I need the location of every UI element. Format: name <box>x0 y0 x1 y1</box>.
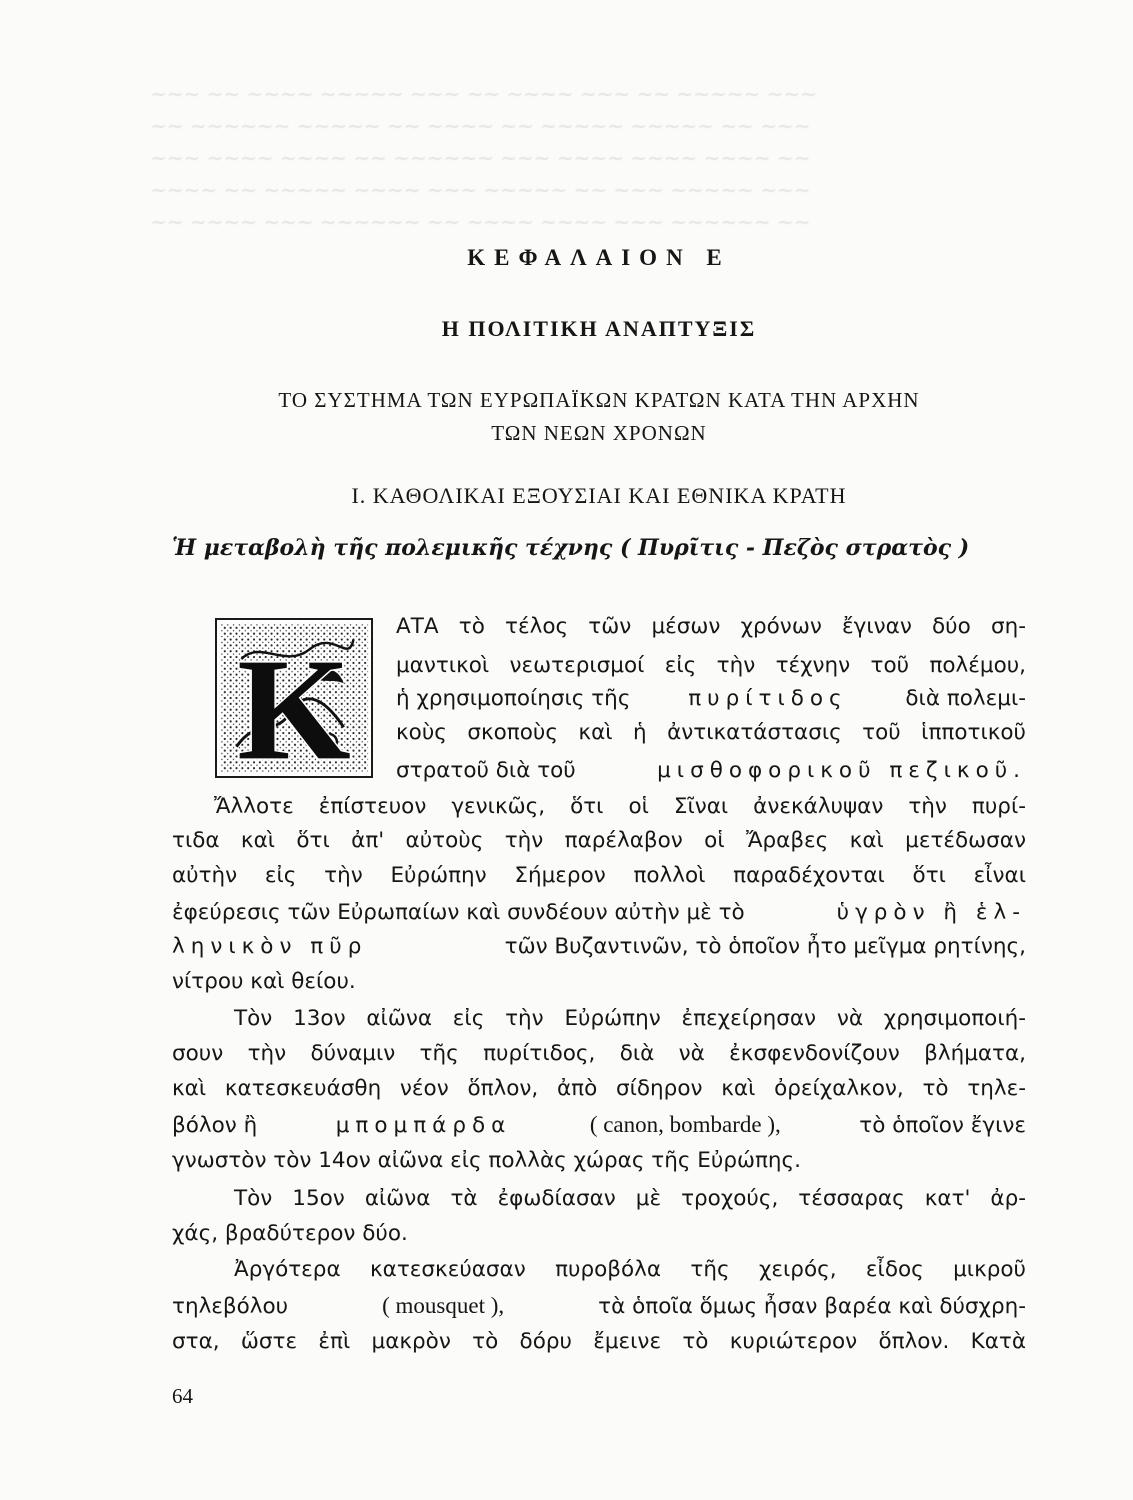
text-line: αὐτὴν εἰς τὴν Εὐρώπην Σήμερον πολλοὶ παραδέχονται ὅτι εἶναι <box>172 863 1026 888</box>
text-line <box>172 1110 1026 1141</box>
topic-heading: Ἡ μεταβολὴ τῆς πολεμικῆς τέχνης ( Πυρῖτις - Πεζὸς στρατὸς ) <box>172 535 970 561</box>
text-fragment: ἡ χρησιμοποίησις τῆς <box>396 686 631 711</box>
drop-cap-illustration <box>217 620 371 776</box>
text-line: γνωστὸν τὸν 14ον αἰῶνα εἰς πολλὰς χώρας τῆς Εὐρώπης. <box>172 1148 802 1173</box>
page-number: 64 <box>172 1384 193 1408</box>
latin-gloss: ( canon, bombarde ), <box>589 1112 781 1137</box>
drop-cap-letter: Κ <box>237 628 351 776</box>
text-line: χάς, βραδύτερον δύο. <box>172 1221 408 1246</box>
chapter-heading: ΚΕΦΑΛΑΙΟΝ Ε <box>467 245 731 270</box>
text-fragment: διὰ πολεμι- <box>905 686 1026 711</box>
text-line: Ἄλλοτε ἐπίστευον γενικῶς, ὅτι οἱ Σῖναι ἀνεκάλυψαν τὴν πυρί- <box>214 794 1026 819</box>
text-line: νίτρου καὶ θείου. <box>172 969 356 994</box>
emphasis-word: μπομπάρδα <box>335 1113 512 1138</box>
text-line: κοὺς σκοποὺς καὶ ἡ ἀντικατάστασις τοῦ ἱπποτικοῦ <box>396 720 1026 745</box>
text-fragment: τὰ ὁποῖα ὅμως ἦσαν βαρέα καὶ δύσχρη- <box>598 1294 1026 1319</box>
text-line: Ἀργότερα κατεσκεύασαν πυροβόλα τῆς χειρός, εἶδος μικροῦ <box>234 1257 1026 1282</box>
text-line <box>396 756 1026 786</box>
text-fragment: τῶν Βυζαντινῶν, τὸ ὁποῖον ἦτο μεῖγμα ρητίνης, <box>504 934 1026 959</box>
emphasis-word: ληνικὸν πῦρ <box>172 934 368 959</box>
part-title: Ι. ΚΑΘΟΛΙΚΑΙ ΕΞΟΥΣΙΑΙ ΚΑΙ ΕΘΝΙΚΑ ΚΡΑΤΗ <box>351 483 847 508</box>
text-line <box>172 1291 1026 1322</box>
text-line: μαντικοὶ νεωτερισμοί εἰς τὴν τέχνην τοῦ πολέμου, <box>396 653 1026 678</box>
text-fragment: στρατοῦ διὰ τοῦ <box>396 758 576 783</box>
subtitle-line-2: ΤΩΝ ΝΕΩΝ ΧΡΟΝΩΝ <box>491 421 707 445</box>
text-line: στα, ὥστε ἐπὶ μακρὸν τὸ δόρυ ἔμεινε τὸ κυριώτερον ὅπλον. Κατὰ <box>172 1329 1026 1354</box>
drop-cap-ornament <box>215 618 373 778</box>
subtitle <box>172 384 1026 450</box>
text-line <box>396 684 1026 714</box>
emphasis-word: μισθοφορικοῦ πεζικοῦ. <box>657 758 1026 783</box>
text-fragment: βόλον ἢ <box>172 1113 258 1138</box>
text-line <box>172 932 1026 962</box>
emphasis-word: πυρίτιδος <box>688 686 848 711</box>
text-line: τιδα καὶ ὅτι ἀπ' αὐτοὺς τὴν παρέλαβον οἱ Ἄραβες καὶ μετέδωσαν <box>172 828 1026 853</box>
section-title: Η ΠΟΛΙΤΙΚΗ ΑΝΑΠΤΥΞΙΣ <box>441 316 757 341</box>
emphasis-word: ὑγρὸν ἢ ἑλ- <box>836 900 1026 925</box>
show-through-texture: ~~~ ~~ ~~~~ ~~~~~ ~~~ ~~ ~~~~ ~~~ ~~ ~~~~~ ~~~ ~~ ~~~~~~ ~~~~~ ~~ ~~~~ ~~ ~~~~~ ~~~~~ ~~ ~~~ ~~~ ~~~~ ~~~~ ~~ ~~~~~~ ~~~ ~~~~ ~~~~ ~~~~ ~~ ~~~~ ~~ ~~~~~ ~~~~ ~~~ ~~~~~ ~~ ~~~ ~~~~~ ~~~ ~~ ~~~~ ~~~ ~~~~~~ ~~ ~~~~ ~~~~ ~~~ ~~~~~~ ~~ <box>150 82 817 234</box>
text-fragment: τὸ ὁποῖον ἔγινε <box>859 1113 1026 1138</box>
text-line <box>172 898 1026 928</box>
text-fragment: τηλεβόλου <box>172 1294 289 1319</box>
text-line: Τὸν 13ον αἰῶνα εἰς τὴν Εὐρώπην ἐπεχείρησαν νὰ χρησιμοποιή- <box>234 1006 1026 1031</box>
text-fragment: ἐφεύρεσις τῶν Εὐρωπαίων καὶ συνδέουν αὐτὴν μὲ τὸ <box>172 900 745 925</box>
text-line: καὶ κατεσκευάσθη νέον ὅπλον, ἀπὸ σίδηρον καὶ ὀρείχαλκον, τὸ τηλε- <box>172 1076 1026 1101</box>
text-line: σουν τὴν δύναμιν τῆς πυρίτιδος, διὰ νὰ ἐκσφενδονίζουν βλήματα, <box>172 1041 1026 1066</box>
text-line: ΑΤΑ τὸ τέλος τῶν μέσων χρόνων ἔγιναν δύο ση- <box>396 614 1026 639</box>
latin-gloss: ( mousquet ), <box>382 1293 505 1318</box>
text-line: Τὸν 15ον αἰῶνα τὰ ἐφωδίασαν μὲ τροχούς, τέσσαρας κατ' ἀρ- <box>234 1186 1026 1211</box>
subtitle-line-1: ΤΟ ΣΥΣΤΗΜΑ ΤΩΝ ΕΥΡΩΠΑΪΚΩΝ ΚΡΑΤΩΝ ΚΑΤΑ ΤΗΝ ΑΡΧΗΝ <box>278 388 920 412</box>
